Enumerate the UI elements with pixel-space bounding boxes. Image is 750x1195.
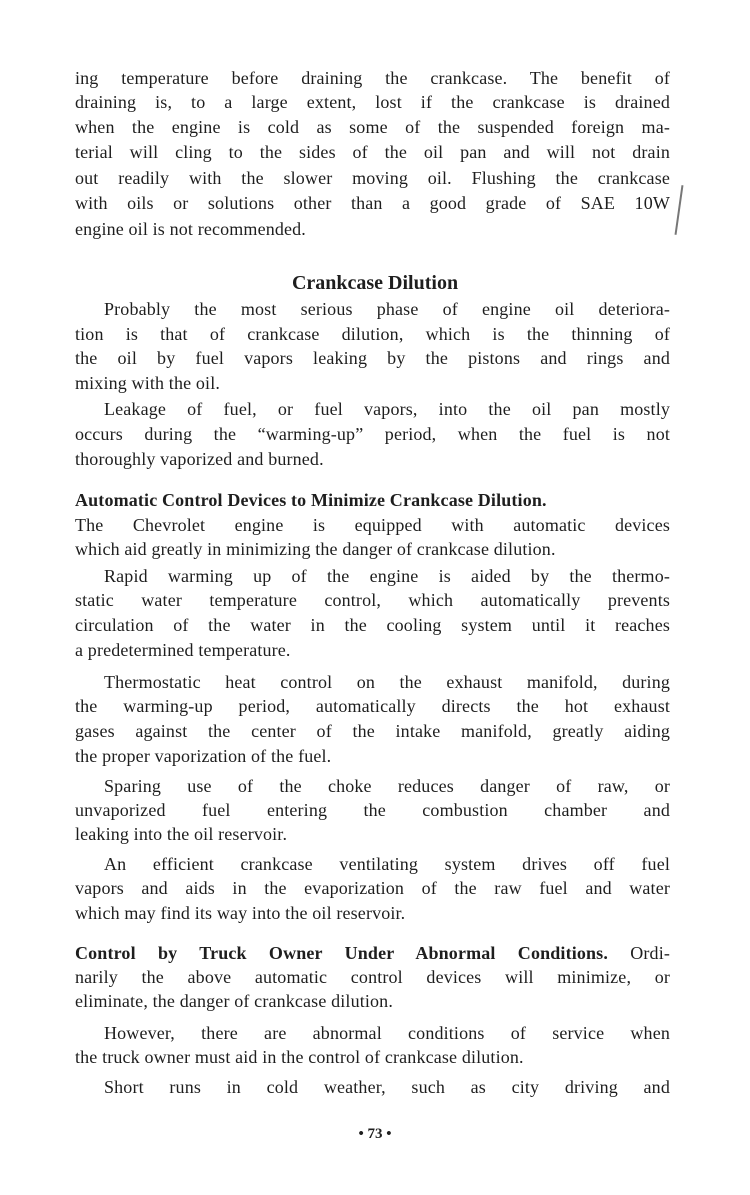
text-line: when the engine is cold as some of the suspended foreign ma-: [75, 117, 670, 137]
text-line: tion is that of crankcase dilution, which is the thinning of: [75, 324, 670, 344]
text-line: Probably the most serious phase of engine oil deteriora-: [104, 299, 670, 319]
text-line: Rapid warming up of the engine is aided by the thermo-: [104, 566, 670, 586]
text-line: gases against the center of the intake manifold, greatly aiding: [75, 721, 670, 741]
text-line: terial will cling to the sides of the oil pan and will not drain: [75, 142, 670, 162]
run-in-heading: Automatic Control Devices to Minimize Crankcase Dilution.: [75, 490, 547, 510]
text-line: the oil by fuel vapors leaking by the pistons and rings and: [75, 348, 670, 368]
text-line: engine oil is not recommended.: [75, 219, 306, 239]
margin-mark: [675, 185, 684, 235]
text-line: out readily with the slower moving oil. Flushing the crankcase: [75, 168, 670, 188]
text-line: However, there are abnormal conditions of service when: [104, 1023, 670, 1043]
text-line: ing temperature before draining the crankcase. The benefit of: [75, 68, 670, 88]
text-line: circulation of the water in the cooling system until it reaches: [75, 615, 670, 635]
section-heading: Crankcase Dilution: [291, 272, 459, 294]
page-number: • 73 •: [358, 1126, 392, 1142]
text-line: a predetermined temperature.: [75, 640, 291, 660]
text-line: An efficient crankcase ventilating system drives off fuel: [104, 854, 670, 874]
text-line: leaking into the oil reservoir.: [75, 824, 288, 844]
text-line: static water temperature control, which automatically prevents: [75, 590, 670, 610]
text-line: the truck owner must aid in the control of crankcase dilution.: [75, 1047, 524, 1067]
text-line: thoroughly vaporized and burned.: [75, 449, 324, 469]
text-line: the warming-up period, automatically directs the hot exhaust: [75, 696, 670, 716]
text-line: which may find its way into the oil reservoir.: [75, 903, 406, 923]
text-line: mixing with the oil.: [75, 373, 220, 393]
text-line: Thermostatic heat control on the exhaust manifold, during: [104, 672, 670, 692]
text-line: Sparing use of the choke reduces danger of raw, or: [104, 776, 670, 796]
text-line: the proper vaporization of the fuel.: [75, 746, 332, 766]
text-line: draining is, to a large extent, lost if the crankcase is drained: [75, 92, 670, 112]
text-line: Leakage of fuel, or fuel vapors, into the oil pan mostly: [104, 399, 670, 419]
text-line: unvaporized fuel entering the combustion chamber and: [75, 800, 670, 820]
text-run: Ordi-: [607, 943, 670, 963]
text-line: Short runs in cold weather, such as city driving and: [104, 1077, 670, 1097]
text-line: occurs during the “warming-up” period, when the fuel is not: [75, 424, 670, 444]
text-line: [75, 942, 670, 964]
text-line: narily the above automatic control devices will minimize, or: [75, 967, 670, 987]
run-in-heading: Control by Truck Owner Under Abnormal Conditions.: [75, 943, 608, 963]
text-line: vapors and aids in the evaporization of the raw fuel and water: [75, 878, 670, 898]
text-line: which aid greatly in minimizing the danger of crankcase dilution.: [75, 539, 556, 559]
text-line: [75, 489, 670, 511]
text-line: The Chevrolet engine is equipped with automatic devices: [75, 515, 670, 535]
text-line: eliminate, the danger of crankcase dilution.: [75, 991, 393, 1011]
text-line: with oils or solutions other than a good grade of SAE 10W: [75, 193, 670, 213]
